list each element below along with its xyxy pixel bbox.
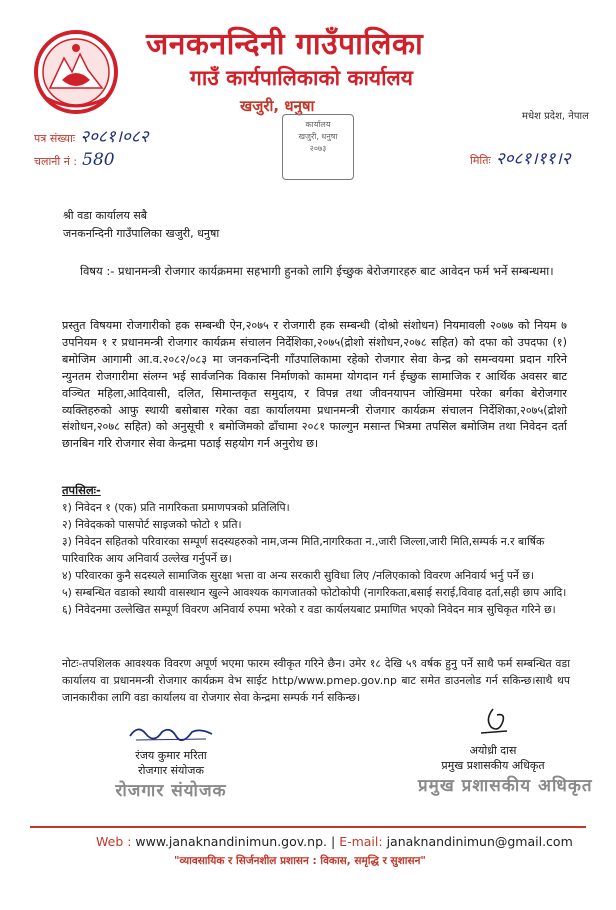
list-item: ४) परिवारका कुनै सदस्यले सामाजिक सुरक्षा भत्ता वा अन्य सरकारी सुविधा लिए /नलिएकाको विवरण अनिवार्य भर्नु पर्ने छ। bbox=[62, 569, 534, 582]
list-item: २) निवेदकको पासपोर्ट साइजको फोटो १ प्रति। bbox=[62, 518, 242, 531]
signatory-left-title: रोजगार संयोजक bbox=[138, 764, 204, 777]
ref-number bbox=[34, 124, 149, 147]
list-item: ५) सम्बन्धित वडाको स्थायी वासस्थान खुल्ने आवश्यक कागजातको फोटोकोपी (नागरिकता,बसाई सराई,विवाह दर्ता,सही छाप आदि। bbox=[62, 586, 567, 599]
signatory-left-name: रंजय कुमार मरिता bbox=[135, 749, 207, 762]
office-stamp bbox=[282, 114, 354, 180]
letter-body: प्रस्तुत विषयमा रोजगारीको हक सम्बन्धी ऐन,२०७५ र रोजगारी हक सम्बन्धी (दोश्रो संशोधन) नियमावली २०७७ को नियम ७ उपनियम १ र प्रधानमन्त्री रोजगार कार्यक्रम संचालन निर्देशिका,२०७५(द्रोशो संशोधन,२०७८ सहित) को दफा को उपदफा (१) बमोजिम आगामी आ.व.२०८२/०८३ मा जनकनन्दिनी गाँउपालिकामा रहेको रोजगार सेवा केन्द्र को समन्वयमा प्रदान गरिने न्युनतम रोजगारीमा संलग्न भई सार्वजनिक विकास निर्माणको काममा योगदान गर्न ईच्छुक सामाजिक र आर्थिक अवसर बाट वञ्चित महिला,आदिवासी, दलित, सिमान्तकृत समुदाय, र विपन्न तथा जीवनयापन जोखिममा परेका बर्गका बेरोजगार व्यक्तिहरुको आफु स्थायी बसोबास गरेका वडा कार्यालयमा प्रधानमन्त्री रोजगार कार्यक्रम संचालन निर्देशिका,२०७५(द्रोशो संशोधन,२०७८ सहित) को अनुसूची १ बमोजिमको ढाँचामा २०८१ फाल्गुन मसान्त भित्रमा तपसिल बमोजिम तथा निवेदन दर्ता छानबिन गरि रोजगार सेवा केन्द्रमा पठाई सहयोग गर्न अनुरोध छ। bbox=[62, 319, 567, 451]
footer-contact bbox=[96, 834, 573, 849]
recipient-line-2: जनकनन्दिनी गाउँपालिका खजुरी, धनुषा bbox=[63, 227, 220, 240]
org-name: जनकनन्दिनी गाउँपालिका bbox=[146, 27, 424, 62]
website-link[interactable]: www.janaknandinimun.gov.np. bbox=[135, 834, 327, 849]
office-address: खजुरी, धनुषा bbox=[240, 97, 315, 115]
stamp-line: २०७३ bbox=[309, 144, 327, 153]
note-text: नोटः-तपशिलक आवश्यक विवरण अपूर्ण भएमा फारम स्वीकृत गरिने छैन। उमेर १८ देखि ५९ वर्षक हुनु पर्ने साथै फर्म सम्बन्धित वडा कार्यालय वा प्रधानमन्त्री रोजगार कार्यक्रम वेभ साईट http/www.pmep.gov.np बाट समेत डाउनलोड गर्न सकिन्छ।साथै थप जानकारीका लागि वडा कार्यालय वा रोजगार सेवा केन्द्रमा सम्पर्क गर्न सकिन्छ। bbox=[62, 657, 570, 704]
signatory-right bbox=[418, 705, 593, 796]
footer-separator: | bbox=[330, 834, 336, 849]
footer-divider bbox=[30, 826, 586, 828]
signatory-right-name: अयोध्री दास bbox=[469, 744, 517, 757]
stamp-line: कार्यालय bbox=[305, 120, 331, 129]
list-item: ३) निवेदन सहितको परिवारका सम्पूर्ण सदस्यहरुको नाम,जन्म मिति,नागरिकता न.,जारी जिल्ला,जारी मिति,सम्पर्क न.र बार्षिक पारिवारिक आय अनिवार्य उल्लेख गर्नुपर्ने छ। bbox=[62, 535, 545, 565]
date-value: २०८१।११।२ bbox=[495, 149, 571, 169]
stamp-line: खजुरी, धनुषा bbox=[298, 132, 338, 141]
signature-scribble bbox=[463, 705, 523, 739]
email-label: E-mail: bbox=[339, 834, 383, 849]
signatory-left bbox=[96, 722, 246, 801]
office-name: गाउँ कार्यपालिकाको कार्यालय bbox=[190, 66, 413, 90]
footer-slogan: "व्यावसायिक र सिर्जनशील प्रशासन : विकास, समृद्धि र सुशासन" bbox=[174, 855, 426, 867]
details-heading: तपसिलः- bbox=[62, 483, 101, 497]
list-item: १) निवेदन १ (एक) प्रति नागरिकता प्रमाणपत्रको प्रतिलिपि। bbox=[62, 501, 290, 514]
web-label: Web : bbox=[96, 834, 132, 849]
recipient-line-1: श्री वडा कार्यालय सबै bbox=[63, 209, 148, 222]
letter-date bbox=[470, 146, 571, 169]
subject-line: विषय :- प्रधानमन्त्री रोजगार कार्यक्रममा सहभागी हुनको लागि ईच्छुक बेरोजगारहरु बाट आवेदन फर्म भर्ने सम्बन्धमा। bbox=[80, 264, 554, 278]
list-item: ६) निवेदनमा उल्लेखित सम्पूर्ण विवरण अनिवार्य रुपमा भरेको र वडा कार्यलयबाट प्रमाणित भएको निवेदन मात्र सुचिकृत गरिने छ। bbox=[62, 603, 556, 616]
dispatch-value: 580 bbox=[82, 150, 115, 170]
signatory-left-stamp: रोजगार संयोजक bbox=[115, 781, 227, 801]
province-text: मधेश प्रदेश, नेपाल bbox=[522, 111, 589, 122]
ref-label: पत्र संख्याः bbox=[34, 132, 76, 145]
details-list bbox=[62, 499, 572, 618]
ref-value: २०८१।०८२ bbox=[80, 127, 149, 147]
signatory-right-stamp: प्रमुख प्रशासकीय अधिकृत bbox=[418, 776, 593, 796]
nepal-government-emblem bbox=[28, 28, 124, 116]
signatory-right-title: प्रमुख प्रशासकीय अधिकृत bbox=[441, 759, 545, 772]
signature-scribble bbox=[126, 722, 216, 744]
email-link[interactable]: janaknandinimun@gmail.com bbox=[386, 834, 573, 849]
dispatch-label: चलानी नं : bbox=[34, 155, 78, 168]
dispatch-number bbox=[34, 150, 115, 170]
date-label: मितिः bbox=[470, 154, 491, 167]
